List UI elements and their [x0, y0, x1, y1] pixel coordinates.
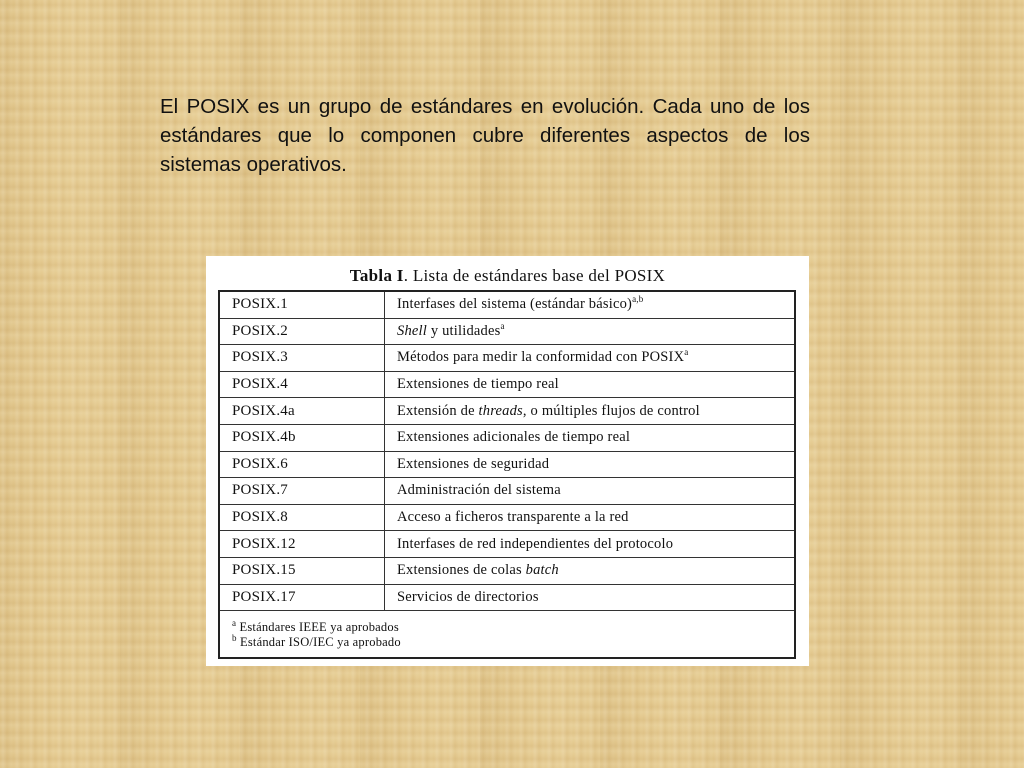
table-row	[219, 531, 795, 558]
footnote: $^b$ Estándar ISO/IEC ya aprobado	[232, 632, 401, 650]
standard-code: POSIX.8	[219, 504, 385, 531]
footnote-ref: a,b	[632, 294, 644, 305]
standard-description: Extensión de threads, o múltiples flujos de control	[385, 398, 796, 425]
standard-description: Interfases de red independientes del protocolo	[385, 531, 796, 558]
standard-code: POSIX.3	[219, 345, 385, 372]
table-row	[219, 371, 795, 398]
table-title-text: . Lista de estándares base del POSIX	[403, 266, 666, 285]
table-title	[206, 266, 809, 286]
table-row	[219, 557, 795, 584]
standard-description: Acceso a ficheros transparente a la red	[385, 504, 796, 531]
standard-code: POSIX.6	[219, 451, 385, 478]
standard-description: Servicios de directorios	[385, 584, 796, 611]
table-title-label: Tabla I	[349, 266, 404, 285]
standard-description: Interfases del sistema (estándar básico)$^{a,b}$	[385, 291, 796, 318]
footnote-ref: a	[684, 347, 689, 358]
standard-description: Shell y utilidades$^a$	[385, 318, 796, 345]
table-footnotes	[219, 611, 795, 659]
standard-code: POSIX.4a	[219, 398, 385, 425]
standard-description: Extensiones adicionales de tiempo real	[385, 424, 796, 451]
table-row	[219, 318, 795, 345]
table-row	[219, 398, 795, 425]
standard-description: Administración del sistema	[385, 478, 796, 505]
standard-description: Métodos para medir la conformidad con POSIX$^a$	[385, 345, 796, 372]
standard-code: POSIX.4	[219, 371, 385, 398]
standard-code: POSIX.12	[219, 531, 385, 558]
table-row	[219, 291, 795, 318]
table-row	[219, 504, 795, 531]
standard-description: Extensiones de colas batch	[385, 557, 796, 584]
standard-code: POSIX.4b	[219, 424, 385, 451]
standard-code: POSIX.1	[219, 291, 385, 318]
table-row	[219, 584, 795, 611]
standard-description: Extensiones de seguridad	[385, 451, 796, 478]
table-row	[219, 478, 795, 505]
table-footnotes-row	[219, 611, 795, 659]
standard-description: Extensiones de tiempo real	[385, 371, 796, 398]
standard-code: POSIX.7	[219, 478, 385, 505]
intro-paragraph: El POSIX es un grupo de estándares en evolución. Cada uno de los estándares que lo componen cubre diferentes aspectos de los sistemas operativos.	[160, 95, 810, 176]
posix-table-image	[206, 256, 809, 666]
standard-code: POSIX.2	[219, 318, 385, 345]
table-row	[219, 345, 795, 372]
standards-table	[218, 290, 796, 659]
footnote-ref: a	[500, 321, 505, 332]
footnote: $^a$ Estándares IEEE ya aprobados	[232, 617, 399, 635]
table-row	[219, 424, 795, 451]
standard-code: POSIX.17	[219, 584, 385, 611]
standard-code: POSIX.15	[219, 557, 385, 584]
table-row	[219, 451, 795, 478]
